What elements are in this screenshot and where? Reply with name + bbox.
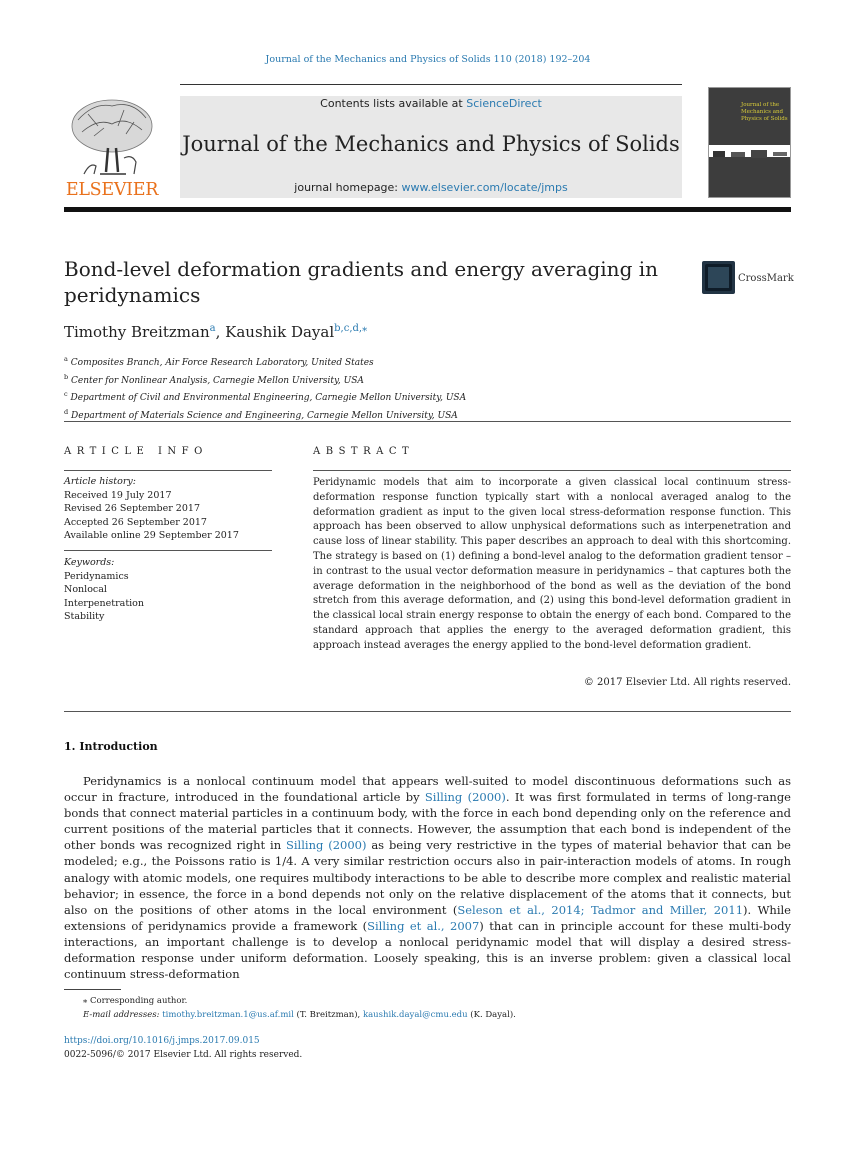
tree-icon [64,96,160,180]
affiliation-text: Center for Nonlinear Analysis, Carnegie Mellon University, USA [71,375,364,386]
citation-link[interactable]: Seleson et al., 2014; Tadmor and Miller, 2011 [457,902,744,917]
author-name[interactable]: Kaushik Dayal [225,323,335,341]
abstract-copyright: © 2017 Elsevier Ltd. All rights reserved. [583,677,791,688]
article-history [64,475,239,543]
running-head[interactable]: Journal of the Mechanics and Physics of Solids 110 (2018) 192–204 [265,54,591,65]
affiliation [64,353,466,371]
citation-link[interactable]: Silling et al., 2007 [367,918,480,933]
affiliation-text: Department of Materials Science and Engineering, Carnegie Mellon University, USA [71,410,458,421]
keywords-rule [64,550,272,551]
header-thick-rule [64,207,791,212]
intro-text: ) that can in principle account for these multi-body interactions, an important challenge is to develop a nonlocal peridynamic model that will display a desired stress-deformation response under uniform deformation. Loosely speaking, this is an inverse problem: given a classical local continuum stress-deformation [64,918,792,982]
citation-link[interactable]: Silling (2000) [424,790,506,805]
email-label: E-mail addresses: [83,1010,163,1020]
keyword: Nonlocal [64,584,107,595]
keywords [64,556,144,624]
homepage-line [180,181,682,194]
email-footnote [64,1008,516,1022]
intro-text: Peridynamics is a nonlocal continuum model that appears well-suited to model discontinuous deformations such as occur in fracture, introduced in the foundational article by [64,774,791,805]
header-rule [180,84,682,85]
abstract-heading: ABSTRACT [313,446,415,457]
corresponding-text: Corresponding author. [89,996,188,1006]
affiliation-text: Department of Civil and Environmental Engineering, Carnegie Mellon University, USA [70,393,467,403]
history-item: Revised 26 September 2017 [64,503,200,514]
footnote-rule [64,989,121,990]
history-label: Article history: [64,476,136,487]
contents-line [180,97,682,110]
affiliation-mark: d [64,407,69,416]
author-list: Timothy Breitzman$^a$, Kaushik Dayal$^{b,c,d,⁎}$ [64,323,368,341]
history-item: Received 19 July 2017 [64,489,172,501]
corresponding-footnote [64,994,516,1008]
sciencedirect-link[interactable]: ScienceDirect [466,97,542,110]
email-link[interactable]: kaushik.dayal@cmu.edu [362,1010,468,1020]
author-affil-mark[interactable]: a [209,323,216,334]
cover-title: Journal of the Mechanics and Physics of Solids [741,102,788,122]
doi-block [64,1034,302,1062]
journal-banner [180,96,682,198]
intro-text: ). While extensions of peridynamics provide a framework ( [64,902,791,933]
affiliation [64,388,466,406]
footnote-star: ⁎ [83,996,88,1006]
cover-figures-icon [709,148,791,160]
intro-text: . It was first formulated in terms of long-range bonds that connect material particles in a continuum body, with the force in each bond depending only on the reference and current positions of the material particles that it connects. However, the assumption that each bond is independent of the other bonds was recognized right in [64,790,791,853]
email-link[interactable]: timothy.breitzman.1@us.af.mil [162,1010,294,1020]
history-item: Accepted 26 September 2017 [64,516,207,528]
affiliation [64,371,466,389]
cover-strip [709,145,790,157]
homepage-prefix: journal homepage: [294,181,402,194]
journal-title: Journal of the Mechanics and Physics of Solids [182,132,680,156]
author-affil-mark[interactable]: b,c,d, [334,323,363,334]
keyword: Stability [64,611,105,622]
affiliation-text: Composites Branch, Air Force Research Laboratory, United States [70,358,374,368]
affiliation-mark: c [64,390,68,398]
journal-cover[interactable] [708,87,791,198]
doi-link[interactable]: https://doi.org/10.1016/j.jmps.2017.09.015 [64,1036,260,1046]
issn-line: 0022-5096/© 2017 Elsevier Ltd. All rights reserved. [64,1050,303,1060]
abstract-rule [313,470,791,471]
affiliation-mark: b [64,372,69,381]
introduction-paragraph [64,773,791,982]
section-rule [64,421,791,422]
article-info-rule [64,470,272,471]
section-heading-introduction: 1. Introduction [64,740,158,753]
citation-link[interactable]: Silling (2000) [285,838,367,853]
affiliation-mark: a [64,355,68,363]
crossmark-label[interactable]: CrossMark [738,273,794,284]
affiliation-list [64,353,466,423]
crossmark-badge-icon [702,261,735,294]
keyword: Interpenetration [64,597,145,609]
email-owner: (K. Dayal). [467,1010,516,1020]
footnotes [64,994,516,1022]
abstract-bottom-rule [64,711,791,712]
author-name[interactable]: Timothy Breitzman [64,323,210,341]
publisher-name: ELSEVIER [65,180,159,200]
intro-text: as being very restrictive in the types of material behavior that can be modeled; e.g., the Poissons ratio is 1/4. A very similar restriction occurs also in pair-interaction models of atoms. In rough analogy with atomic models, one requires multibody interactions to be able to describe more complex and realistic material behavior; in essence, the force in a bond depends not only on the relative displacement of the atoms that it connects, but also on the positions of other atoms in the local environment ( [64,838,791,917]
keywords-label: Keywords: [64,557,115,568]
keyword: Peridynamics [64,570,129,582]
homepage-link[interactable]: www.elsevier.com/locate/jmps [401,181,568,194]
elsevier-logo[interactable] [64,96,160,198]
contents-prefix: Contents lists available at [320,97,467,110]
abstract-text: Peridynamic models that aim to incorporate a given classical local continuum stress-deformation response function typically start with a nonlocal averaged analog to the deformation gradient as input to the given local stress-deformation response function. This approach has been observed to allow unphysical deformations such as interpenetration and cause loss of linear stability. This paper describes an approach to deal with this shortcoming. The strategy is based on (1) defining a bond-level analog to the deformation gradient tensor – in contrast to the usual vector deformation measure in peridynamics – that captures both the average deformation in the neighborhood of the bond as well as the deviation of the bond stretch from this average deformation, and (2) using this bond-level deformation gradient in the classical local strain energy response to obtain the energy of each bond. Compared to the standard approach that applies the energy to the averaged deformation gradient, this approach instead averages the energy applied to the bond-level deformation gradient. [313,477,791,651]
article-title: Bond-level deformation gradients and energy averaging in peridynamics [64,257,659,307]
history-item: Available online 29 September 2017 [64,530,239,541]
corresponding-mark[interactable]: ⁎ [362,323,368,334]
article-info-heading: ARTICLE INFO [64,446,208,457]
crossmark-icon[interactable] [702,261,735,294]
email-owner: (T. Breitzman), [293,1010,363,1020]
